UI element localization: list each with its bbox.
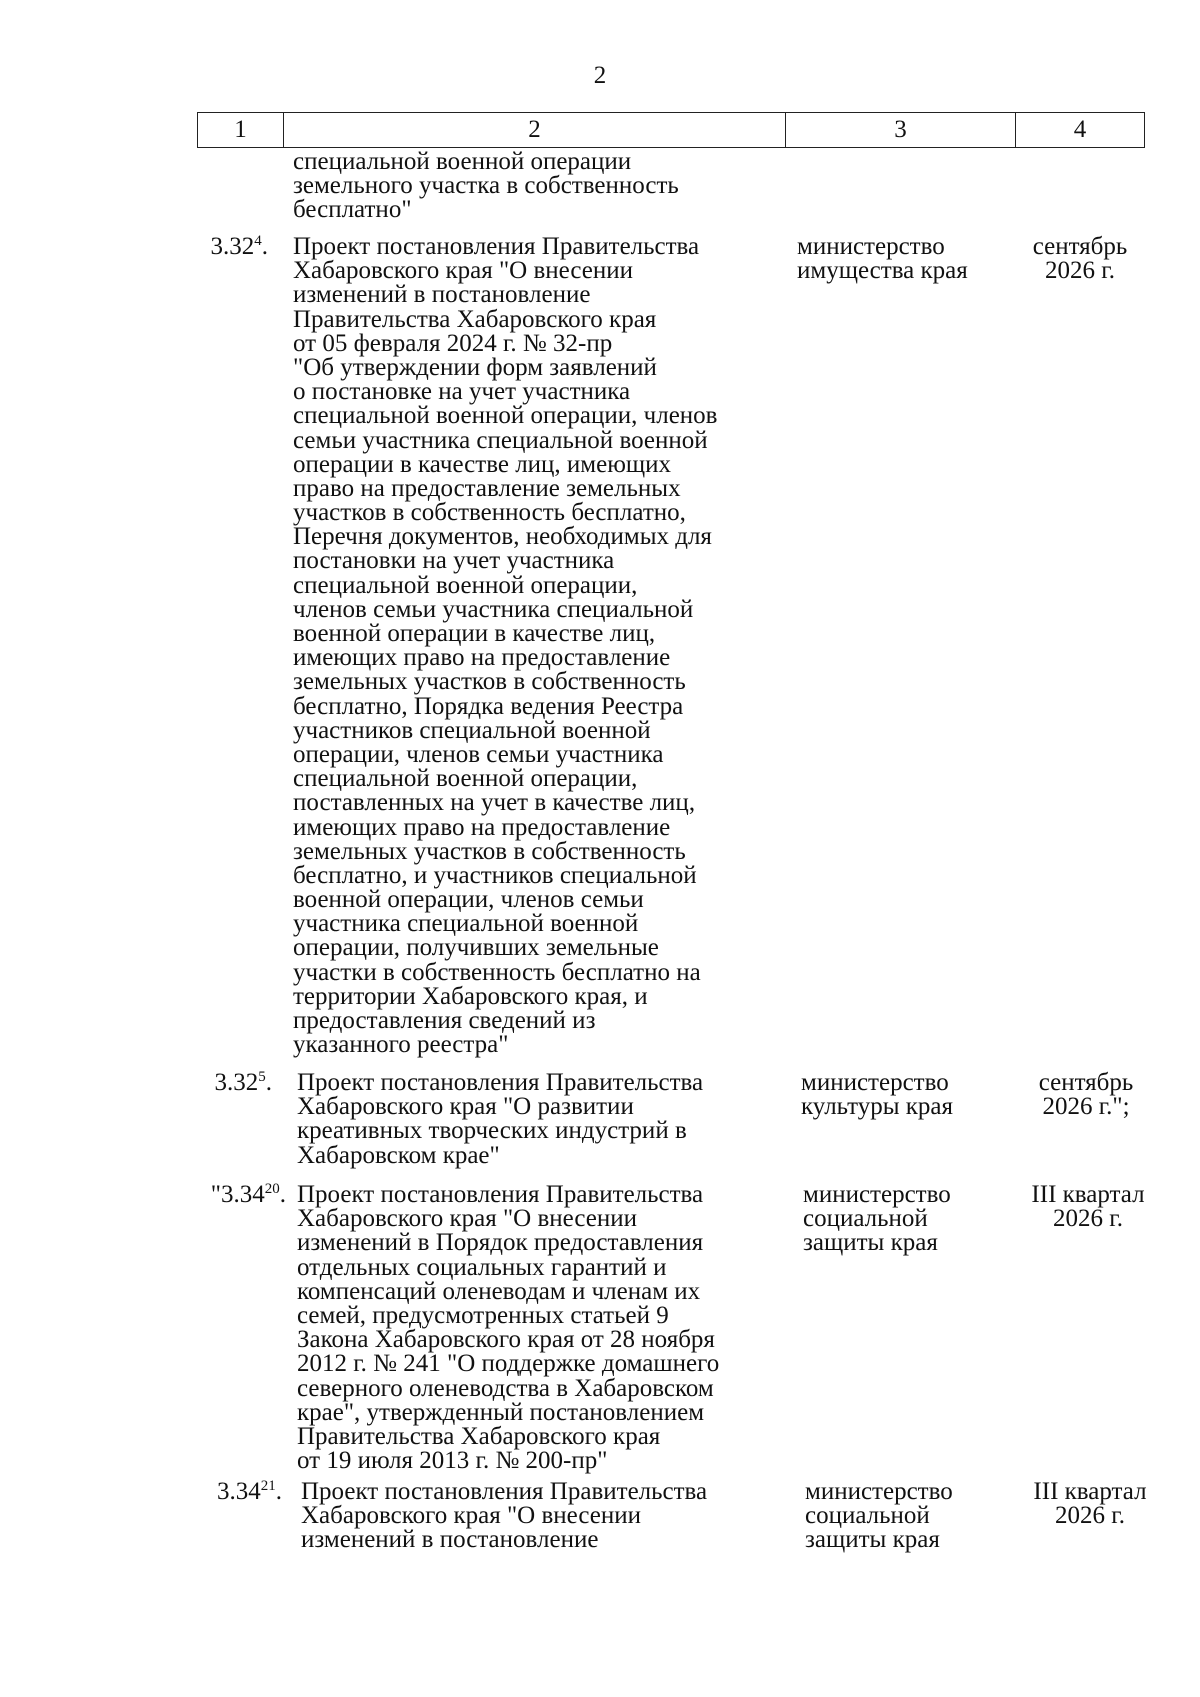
executor-line: культуры края	[801, 1093, 954, 1121]
row-number-suffix: .	[265, 1069, 272, 1096]
term-line: III квартал	[1031, 1181, 1145, 1208]
description-line: военной операции, членов семьи	[293, 886, 644, 914]
row-number	[186, 1183, 286, 1207]
description-line: креативных творческих индустрий в	[297, 1117, 687, 1145]
description-line: предоставления сведений из	[293, 1007, 596, 1034]
description-line: территории Хабаровского края, и	[293, 982, 648, 1010]
description-line: "Об утверждении форм заявлений	[293, 353, 657, 381]
description-line: земельного участка в собственность	[293, 172, 679, 200]
row-number	[172, 1071, 272, 1095]
description-line: право на предоставление земельных	[293, 474, 681, 502]
row-number-suffix: .	[261, 233, 268, 260]
column-header-4: 4	[1073, 116, 1087, 143]
description-line: поставленных на учет в качестве лиц,	[293, 789, 696, 817]
executor-line: министерство	[803, 1181, 951, 1208]
description-line: Перечня документов, необходимых для	[293, 523, 712, 551]
row-term	[1018, 1183, 1158, 1231]
executor-line: защиты края	[803, 1229, 938, 1257]
description-line: земельных участков в собственность	[293, 837, 686, 865]
description-line: компенсаций оленеводам и членам их	[297, 1277, 701, 1305]
description-line: Закона Хабаровского края от 28 ноября	[297, 1326, 715, 1354]
row-number	[168, 235, 268, 259]
description-line: изменений в постановление	[293, 281, 591, 309]
row-executor	[801, 1071, 1011, 1119]
row-number-main: 3.34	[221, 1181, 265, 1208]
description-line: Проект постановления Правительства	[297, 1069, 704, 1096]
executor-line: социальной	[803, 1205, 928, 1233]
term-line: 2026 г.	[1053, 1205, 1123, 1233]
executor-line: министерство	[805, 1478, 953, 1505]
description-line: семьи участника специальной военной	[293, 426, 708, 454]
executor-line: защиты края	[805, 1526, 940, 1554]
description-line: 2012 г. № 241 "О поддержке домашнего	[297, 1350, 720, 1378]
executor-line: министерство	[797, 233, 945, 260]
row-description	[293, 235, 783, 1057]
description-line: участки в собственность бесплатно на	[293, 958, 701, 986]
row-number-sup: 21	[260, 1478, 276, 1494]
description-line: Хабаровского края "О внесении	[293, 257, 634, 285]
description-line: постановки на учет участника	[293, 547, 615, 575]
term-line: сентябрь	[1038, 1069, 1134, 1096]
description-line: северного оленеводства в Хабаровском	[297, 1374, 714, 1402]
description-line: указанного реестра"	[293, 1031, 509, 1059]
description-line: Правительства Хабаровского края	[297, 1422, 661, 1450]
description-line: Хабаровского края "О внесении	[301, 1502, 642, 1530]
description-line: специальной военной операции, членов	[293, 402, 718, 430]
row-number-sup: 4	[254, 233, 262, 249]
row-term	[1010, 235, 1150, 283]
description-line: бесплатно, Порядка ведения Реестра	[293, 692, 684, 720]
description-line: от 05 февраля 2024 г. № 32-пр	[293, 329, 613, 357]
row-number-suffix: .	[275, 1478, 282, 1505]
row-description	[297, 1071, 787, 1168]
term-line: 2026 г.";	[1042, 1093, 1130, 1121]
row-number-sup: 5	[258, 1069, 266, 1085]
executor-line: имущества края	[797, 257, 968, 285]
description-line: членов семьи участника специальной	[293, 595, 694, 623]
description-line: военной операции в качестве лиц,	[293, 620, 656, 647]
row-number	[182, 1480, 282, 1504]
description-line: участников специальной военной	[293, 716, 651, 744]
page-number: 2	[593, 62, 607, 89]
row-number-main: 3.32	[210, 233, 255, 260]
description-line: специальной военной операции,	[293, 571, 638, 599]
row-description	[301, 1480, 791, 1553]
row-number-prefix: "	[210, 1181, 221, 1208]
description-line: Проект постановления Правительства	[301, 1478, 708, 1505]
column-header-2: 2	[284, 113, 786, 147]
row-term	[1016, 1071, 1156, 1119]
row-executor	[797, 235, 1007, 283]
description-line: отдельных социальных гарантий и	[297, 1253, 667, 1281]
row-number-suffix: .	[279, 1181, 286, 1208]
description-line: операции в качестве лиц, имеющих	[293, 450, 672, 478]
row-number-main: 3.34	[217, 1478, 261, 1505]
description-line: земельных участков в собственность	[293, 668, 686, 696]
description-line: участника специальной военной	[293, 910, 639, 938]
description-line: о постановке на учет участника	[293, 378, 631, 406]
column-header-3: 3	[786, 113, 1016, 147]
row-executor	[803, 1183, 1013, 1256]
table-header	[197, 112, 1145, 148]
executor-line: социальной	[805, 1502, 930, 1530]
description-line: Проект постановления Правительства	[297, 1181, 704, 1208]
term-line: III квартал	[1033, 1478, 1147, 1505]
row-description	[297, 1183, 787, 1473]
description-line: бесплатно"	[293, 196, 412, 224]
description-line: крае", утвержденный постановлением	[297, 1398, 705, 1426]
description-line: имеющих право на предоставление	[293, 813, 671, 841]
description-line: участков в собственность бесплатно,	[293, 499, 686, 527]
term-line: сентябрь	[1032, 233, 1128, 260]
description-line: от 19 июля 2013 г. № 200-пр"	[297, 1447, 608, 1475]
row-number-main: 3.32	[214, 1069, 259, 1096]
description-line: операции, членов семьи участника	[293, 740, 664, 768]
description-line: Хабаровского края "О внесении	[297, 1205, 638, 1233]
description-line: изменений в Порядок предоставления	[297, 1229, 704, 1257]
description-line: Правительства Хабаровского края	[293, 305, 657, 333]
row-number-sup: 20	[264, 1181, 280, 1197]
row-executor	[805, 1480, 1015, 1553]
continuation-description	[293, 150, 783, 223]
description-line: операции, получивших земельные	[293, 934, 659, 962]
description-line: Хабаровского края "О развитии	[297, 1093, 634, 1121]
term-line: 2026 г.	[1055, 1502, 1125, 1530]
description-line: Проект постановления Правительства	[293, 233, 700, 260]
description-line: специальной военной операции,	[293, 765, 638, 793]
executor-line: министерство	[801, 1069, 949, 1096]
description-line: Хабаровском крае"	[297, 1141, 500, 1169]
description-line: специальной военной операции	[293, 148, 632, 175]
column-header-1: 1	[198, 113, 284, 147]
row-term	[1020, 1480, 1160, 1528]
description-line: изменений в постановление	[301, 1526, 599, 1554]
term-line: 2026 г.	[1045, 257, 1115, 285]
description-line: семей, предусмотренных статьей 9	[297, 1301, 669, 1329]
description-line: имеющих право на предоставление	[293, 644, 671, 672]
description-line: бесплатно, и участников специальной	[293, 861, 697, 889]
